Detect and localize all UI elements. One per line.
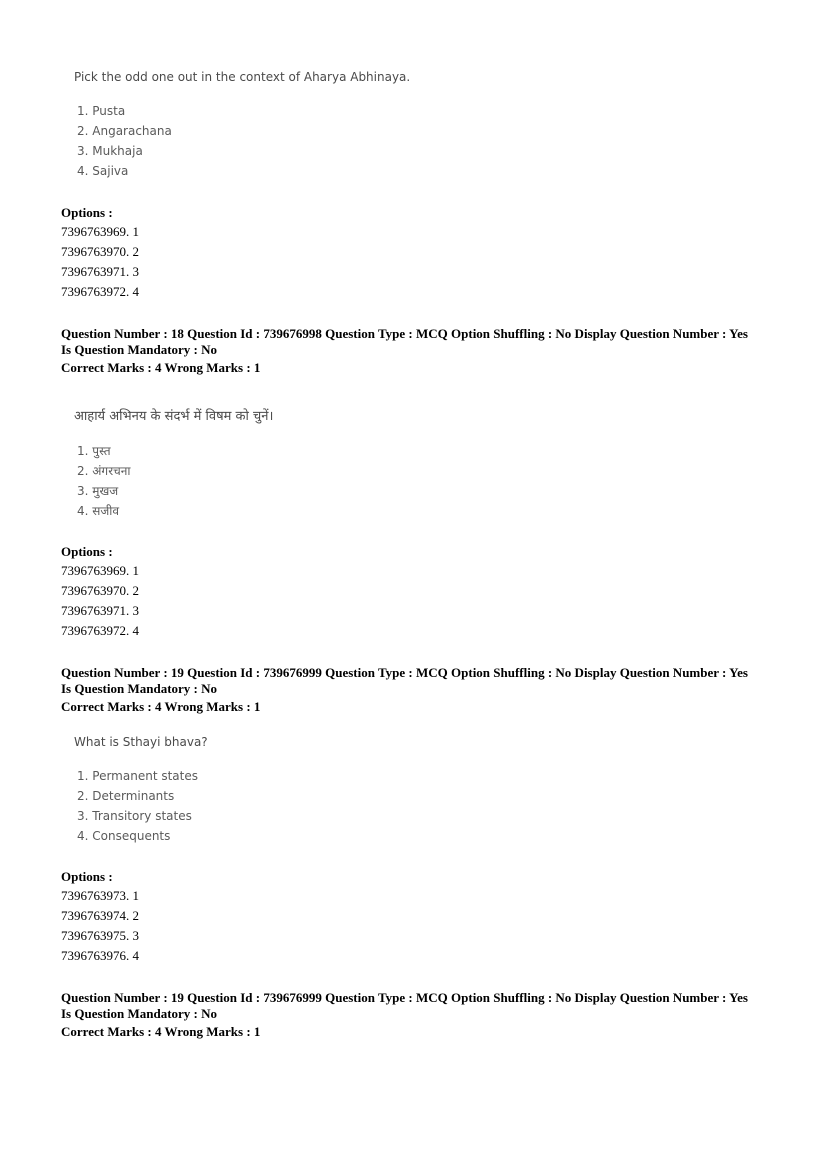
option-row: 7396763971. 3 xyxy=(61,603,139,618)
question-choice: 4. Sajiva xyxy=(77,164,129,178)
question-marks-line: Correct Marks : 4 Wrong Marks : 1 xyxy=(61,360,261,375)
question-image-aharya-hindi xyxy=(74,406,273,521)
options-label: Options : xyxy=(61,205,113,220)
question-choice: 4. सजीव xyxy=(77,504,120,518)
options-block xyxy=(61,203,139,302)
question-meta-line: Question Number : 19 Question Id : 739676999 Question Type : MCQ Option Shuffling : No Display Question Number : Yes xyxy=(61,990,748,1005)
question-choice: 1. पुस्त xyxy=(77,444,111,458)
question-stem: आहार्य अभिनय के संदर्भ में विषम को चुनें। xyxy=(74,409,274,424)
question-choice: 4. Consequents xyxy=(77,829,171,843)
question-choice: 2. Angarachana xyxy=(77,124,172,138)
question-mandatory-line: Is Question Mandatory : No xyxy=(61,342,218,357)
question-stem: What is Sthayi bhava? xyxy=(74,735,208,749)
option-row: 7396763971. 3 xyxy=(61,264,139,279)
question-choice-list xyxy=(74,441,273,521)
question-mandatory-line: Is Question Mandatory : No xyxy=(61,1006,218,1021)
question-meta xyxy=(61,665,781,715)
option-row: 7396763974. 2 xyxy=(61,908,139,923)
question-choice: 3. मुखज xyxy=(77,484,119,498)
options-label: Options : xyxy=(61,869,113,884)
option-row: 7396763969. 1 xyxy=(61,224,139,239)
option-row: 7396763969. 1 xyxy=(61,563,139,578)
question-image-aharya-english xyxy=(74,70,410,181)
question-choice-list xyxy=(74,766,208,846)
question-marks-line: Correct Marks : 4 Wrong Marks : 1 xyxy=(61,1024,261,1039)
option-row: 7396763972. 4 xyxy=(61,284,139,299)
options-block xyxy=(61,867,139,966)
question-image-sthayi-bhava xyxy=(74,735,208,846)
option-row: 7396763970. 2 xyxy=(61,583,139,598)
question-choice: 2. अंगरचना xyxy=(77,464,131,478)
option-row: 7396763973. 1 xyxy=(61,888,139,903)
question-meta xyxy=(61,326,781,376)
question-meta-line: Question Number : 19 Question Id : 739676999 Question Type : MCQ Option Shuffling : No Display Question Number : Yes xyxy=(61,665,748,680)
question-meta-line: Question Number : 18 Question Id : 739676998 Question Type : MCQ Option Shuffling : No Display Question Number : Yes xyxy=(61,326,748,341)
question-meta xyxy=(61,990,781,1040)
question-choice-list xyxy=(74,101,410,181)
question-choice: 1. Permanent states xyxy=(77,769,198,783)
options-block xyxy=(61,542,139,641)
question-stem: Pick the odd one out in the context of Aharya Abhinaya. xyxy=(74,70,411,84)
options-label: Options : xyxy=(61,544,113,559)
option-row: 7396763970. 2 xyxy=(61,244,139,259)
question-marks-line: Correct Marks : 4 Wrong Marks : 1 xyxy=(61,699,261,714)
question-choice: 3. Mukhaja xyxy=(77,144,143,158)
question-choice: 1. Pusta xyxy=(77,104,126,118)
option-row: 7396763972. 4 xyxy=(61,623,139,638)
question-choice: 3. Transitory states xyxy=(77,809,192,823)
question-choice: 2. Determinants xyxy=(77,789,175,803)
option-row: 7396763976. 4 xyxy=(61,948,139,963)
question-mandatory-line: Is Question Mandatory : No xyxy=(61,681,218,696)
option-row: 7396763975. 3 xyxy=(61,928,139,943)
